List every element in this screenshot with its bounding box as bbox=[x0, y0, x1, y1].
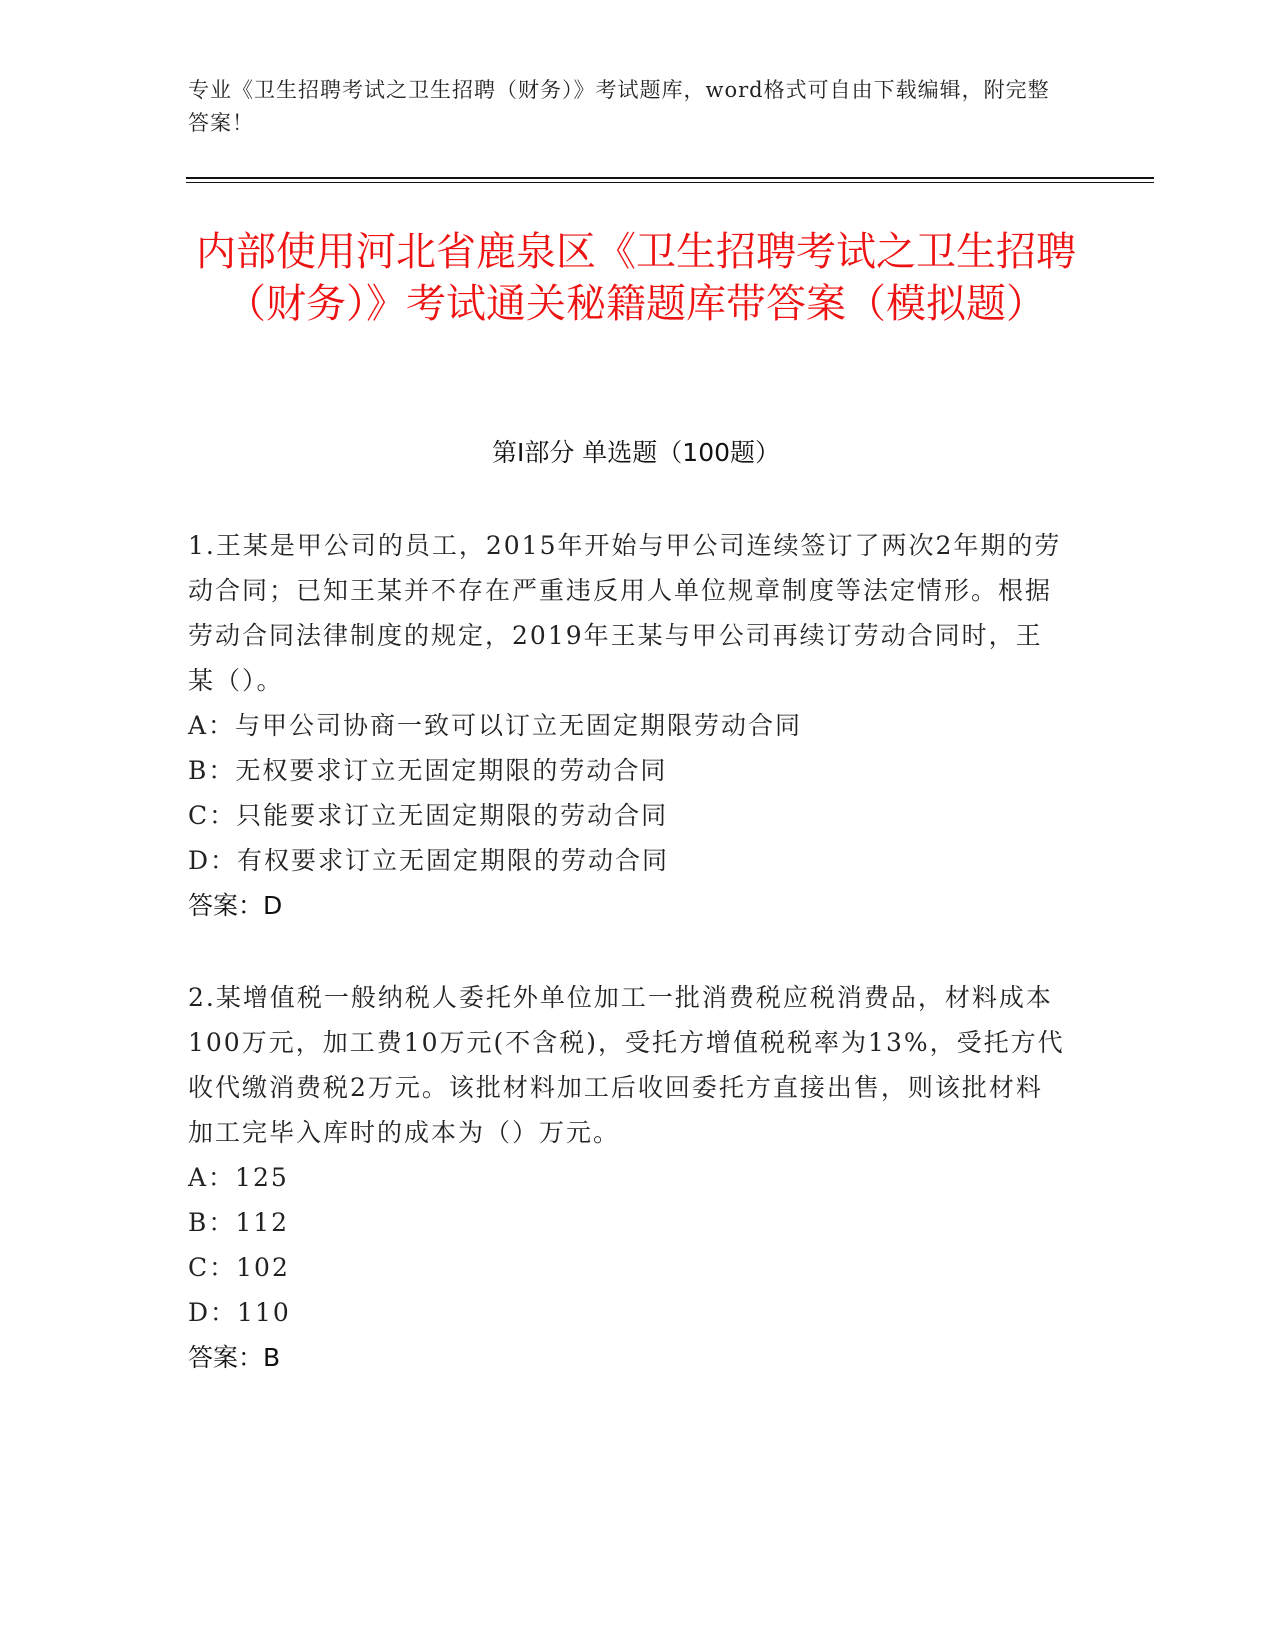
option-a: A：与甲公司协商一致可以订立无固定期限劳动合同 bbox=[188, 711, 803, 740]
section-heading: 第Ⅰ部分 单选题（100题） bbox=[491, 438, 781, 467]
answer: 答案：D bbox=[188, 891, 283, 920]
option-a: A：125 bbox=[188, 1163, 289, 1192]
question-1 bbox=[188, 523, 1068, 928]
header-divider-thin bbox=[186, 182, 1154, 183]
question-stem: 1.王某是甲公司的员工，2015年开始与甲公司连续签订了两次2年期的劳动合同；已知王某并不存在严重违反用人单位规章制度等法定情形。根据劳动合同法律制度的规定，2019年王某与甲公司再续订劳动合同时，王某（）。 bbox=[188, 531, 1062, 695]
document-title: 内部使用河北省鹿泉区《卫生招聘考试之卫生招聘（财务）》考试通关秘籍题库带答案（模拟题） bbox=[196, 229, 1076, 327]
header-note: 专业《卫生招聘考试之卫生招聘（财务）》考试题库，word格式可自由下载编辑，附完整答案！ bbox=[188, 78, 1050, 135]
question-2 bbox=[188, 975, 1068, 1380]
question-stem: 2.某增值税一般纳税人委托外单位加工一批消费税应税消费品，材料成本100万元，加工费10万元(不含税)，受托方增值税税率为13%，受托方代收代缴消费税2万元。该批材料加工后收回委托方直接出售，则该批材料加工完毕入库时的成本为（）万元。 bbox=[188, 983, 1065, 1147]
option-d: D：有权要求订立无固定期限的劳动合同 bbox=[188, 846, 670, 875]
answer: 答案：B bbox=[188, 1343, 281, 1372]
option-d: D：110 bbox=[188, 1298, 291, 1327]
option-c: C：102 bbox=[188, 1253, 290, 1282]
option-b: B：112 bbox=[188, 1208, 290, 1237]
option-c: C：只能要求订立无固定期限的劳动合同 bbox=[188, 801, 669, 830]
option-b: B：无权要求订立无固定期限的劳动合同 bbox=[188, 756, 668, 785]
header-divider bbox=[186, 177, 1154, 179]
